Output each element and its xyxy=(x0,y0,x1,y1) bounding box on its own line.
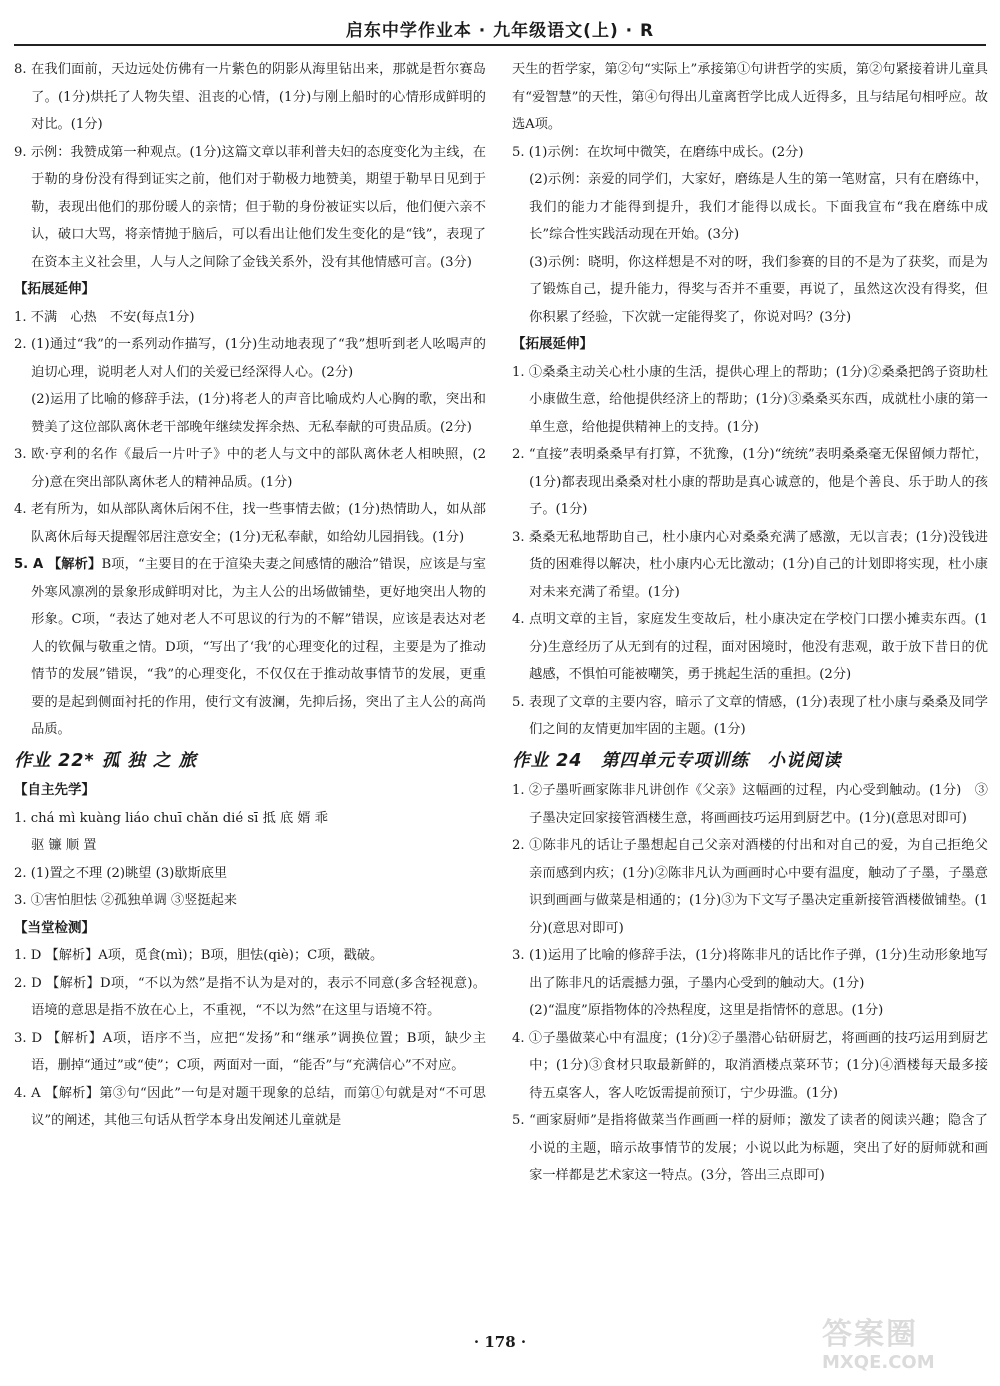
analysis-tag: 5. A 【解析】 xyxy=(14,557,102,572)
in-class-5-3: (3)示例：晓明，你这样想是不对的呀，我们参赛的目的不是为了获奖，而是为了锻炼自己，提升能力，得奖与否并不重要，再说了，虽然这次没有得奖，但你积累了经验，下次就一定能得奖了，你说对吗？(3分) xyxy=(529,254,988,325)
novel-answer-4: 4. ①子墨做菜心中有温度；(1分)②子墨潜心钻研厨艺，将画画的技巧运用到厨艺中；(1分)③食材只取最新鲜的，取消酒楼点菜环节；(1分)④酒楼每天最多接待五桌客人，客人吃饭需提前预订，宁少毋滥。(1分) xyxy=(512,1030,988,1101)
page-number: · 178 · xyxy=(473,1333,527,1351)
novel-answer-3-1: 3. (1)运用了比喻的修辞手法，(1分)将陈非凡的话比作子弹，(1分)生动形象地写出了陈非凡的话震撼力强，子墨内心受到的触动大。(1分) xyxy=(512,948,988,991)
book-title: 启东中学作业本 · 九年级语文(上) · R xyxy=(345,21,655,41)
extension-2-answer-1: 1. ①桑桑主动关心杜小康的生活，提供心理上的帮助；(1分)②桑桑把鸽子资助杜小康做生意，给他提供经济上的帮助；(1分)③桑桑买东西，成就杜小康的第一单生意，给他提供精神上的支持。(1分) xyxy=(512,364,988,435)
watermark-logo xyxy=(822,1318,986,1378)
homework-22-title: 作业 22* 孤 独 之 旅 xyxy=(14,750,197,771)
in-class-4-continued: 天生的哲学家，第②句“实际上”承接第①句讲哲学的实质，第②句紧接着讲儿童具有“爱智慧”的天性，第④句得出儿童离哲学比成人近得多，且与结尾句相呼应。故选A项。 xyxy=(512,62,988,132)
section-heading-extension-2: 【拓展延伸】 xyxy=(512,336,593,352)
watermark-text-cn: 答案圈 xyxy=(822,1317,918,1352)
extension-answer-2-2: (2)运用了比喻的修辞手法，(1分)将老人的声音比喻成灼人心胸的歌，突出和赞美了这位部队离休老干部晚年继续发挥余热、无私奉献的可贵品质。(2分) xyxy=(31,392,486,435)
extension-answer-4: 4. 老有所为，如从部队离休后闲不住，找一些事情去做；(1分)热情助人，如从部队离休后每天提醒邻居注意安全；(1分)无私奉献，如给幼儿园捐钱。(1分) xyxy=(14,502,486,545)
in-class-5-1: 5. (1)示例：在坎坷中微笑，在磨练中成长。(2分) xyxy=(512,144,804,160)
answer-8: 8. 在我们面前，天边远处仿佛有一片紫色的阴影从海里钻出来，那就是哲尔赛岛了。(1分)烘托了人物失望、沮丧的心情，(1分)与刚上船时的心情形成鲜明的对比。(1分) xyxy=(14,62,486,132)
watermark-text-en: MXQE.COM xyxy=(822,1352,935,1373)
extension-answer-5 xyxy=(14,551,486,744)
extension-2-answer-3: 3. 桑桑无私地帮助自己，杜小康内心对桑桑充满了感激，无以言表；(1分)没钱进货的困难得以解决，杜小康内心无比激动；(1分)自己的计划即将实现，杜小康对未来充满了希望。(1分) xyxy=(512,529,988,600)
self-study-1-line-2: 驱 镰 顺 置 xyxy=(31,838,97,853)
extension-2-answer-5: 5. 表现了文章的主要内容，暗示了文章的情感，(1分)表现了杜小康与桑桑及同学们之间的友情更加牢固的主题。(1分) xyxy=(512,694,988,737)
in-class-3: 3. D 【解析】A项，语序不当，应把“发扬”和“继承”调换位置；B项，缺少主语，删掉“通过”或“使”；C项，两面对一面，“能否”与“充满信心”不对应。 xyxy=(14,1030,486,1073)
novel-answer-1: 1. ②子墨听画家陈非凡讲创作《父亲》这幅画的过程，内心受到触动。(1分) ③子墨决定回家接管酒楼生意，将画画技巧运用到厨艺中。(1分)(意思对即可) xyxy=(512,783,988,826)
analysis-text: B项，“主要目的在于渲染夫妻之间感情的融洽”错误，应该是与室外寒风凛冽的景象形成鲜明对比，为主人公的出场做铺垫，更好地突出人物的形象。C项，“表达了她对老人不可思议的行为的不解”错误，应该是表达对老人的钦佩与敬重之情。D项，“写出了‘我’的心理变化的过程，主要是为了推动情节的发展”错误，“我”的心理变化，不仅仅在于推动故事情节的发展，更重要的是起到侧面衬托的作用，使行文有波澜，先抑后扬，突出了主人公的高尚品质。 xyxy=(31,557,486,737)
in-class-4: 4. A 【解析】第③句“因此”一句是对题干现象的总结，而第①句就是对“不可思议”的阐述，其他三句话从哲学本身出发阐述儿童就是 xyxy=(14,1085,486,1128)
left-column xyxy=(14,56,486,1311)
section-heading-self-study: 【自主先学】 xyxy=(14,782,95,798)
extension-2-answer-2: 2. “直接”表明桑桑早有打算，不犹豫，(1分)“统统”表明桑桑毫无保留倾力帮忙，(1分)都表现出桑桑对杜小康的帮助是真心诚意的，他是个善良、乐于助人的孩子。(1分) xyxy=(512,447,988,517)
section-heading-in-class: 【当堂检测】 xyxy=(14,919,95,936)
page-header xyxy=(14,14,986,46)
self-study-1-line-1: 1. chá mì kuàng liáo chuī chǎn dié sī 抵 底 婿 乖 xyxy=(14,810,328,826)
header-rule xyxy=(14,44,986,46)
extension-answer-3: 3. 欧·亨利的名作《最后一片叶子》中的老人与文中的部队离休老人相映照，(2分)意在突出部队离休老人的精神品质。(1分) xyxy=(14,447,486,490)
extension-answer-1: 1. 不满 心热 不安(每点1分) xyxy=(14,309,195,325)
novel-answer-2: 2. ①陈非凡的话让子墨想起自己父亲对酒楼的付出和对自己的爱，为自己拒绝父亲而感到内疚；(1分)②陈非凡认为画画时心中要有温度，触动了子墨，子墨意识到画画与做菜是相通的；(1分)③为下文写子墨决定重新接管酒楼做铺垫。(1分)(意思对即可) xyxy=(512,838,988,936)
section-heading-extension: 【拓展延伸】 xyxy=(14,281,95,297)
in-class-5-2: (2)示例：亲爱的同学们，大家好，磨练是人生的第一笔财富，只有在磨练中，我们的能力才能得到提升，我们才能得以成长。下面我宣布“我在磨练中成长”综合性实践活动现在开始。(3分) xyxy=(529,172,988,242)
self-study-2: 2. (1)置之不理 (2)眺望 (3)歇斯底里 xyxy=(14,865,228,881)
extension-2-answer-4: 4. 点明文章的主旨，家庭发生变故后，杜小康决定在学校门口摆小摊卖东西。(1分)生意经历了从无到有的过程，面对困境时，他没有悲观，敢于放下昔日的优越感，不惧怕可能被嘲笑，勇于挑起生活的重担。(2分) xyxy=(512,612,988,682)
in-class-2: 2. D 【解析】D项，“不以为然”是指不认为是对的，表示不同意(多含轻视意)。语境的意思是指不放在心上，不重视，“不以为然”在这里与语境不符。 xyxy=(14,975,486,1018)
novel-answer-5: 5. “画家厨师”是指将做菜当作画画一样的厨师；激发了读者的阅读兴趣；隐含了小说的主题，暗示故事情节的发展；小说以此为标题，突出了好的厨师就和画家一样都是艺术家这一特点。(3分，答出三点即可) xyxy=(512,1113,988,1183)
extension-answer-2-1: 2. (1)通过“我”的一系列动作描写，(1分)生动地表现了“我”想听到老人吆喝声的迫切心理，说明老人对人们的关爱已经深得人心。(2分) xyxy=(14,337,486,380)
right-column xyxy=(512,56,988,1311)
self-study-3: 3. ①害怕胆怯 ②孤独单调 ③竖挺起来 xyxy=(14,893,237,908)
homework-24-title: 作业 24 第四单元专项训练 小说阅读 xyxy=(512,750,842,771)
in-class-1: 1. D 【解析】A项，觅食(mì)；B项，胆怯(qiè)；C项，戳破。 xyxy=(14,948,384,963)
novel-answer-3-2: (2)“温度”原指物体的冷热程度，这里是指情怀的意思。(1分) xyxy=(529,1003,884,1018)
answer-9: 9. 示例：我赞成第一种观点。(1分)这篇文章以菲利普夫妇的态度变化为主线，在于勒的身份没有得到证实之前，他们对于勒极力地赞美，期望于勒早日见到于勒，表现出他们的那份暖人的亲情；但于勒的身份被证实以后，他们便六亲不认，破口大骂，将亲情抛于脑后，可以看出让他们发生变化的是“钱”，表现了在资本主义社会里，人与人之间除了金钱关系外，没有其他情感可言。(3分) xyxy=(14,144,486,270)
